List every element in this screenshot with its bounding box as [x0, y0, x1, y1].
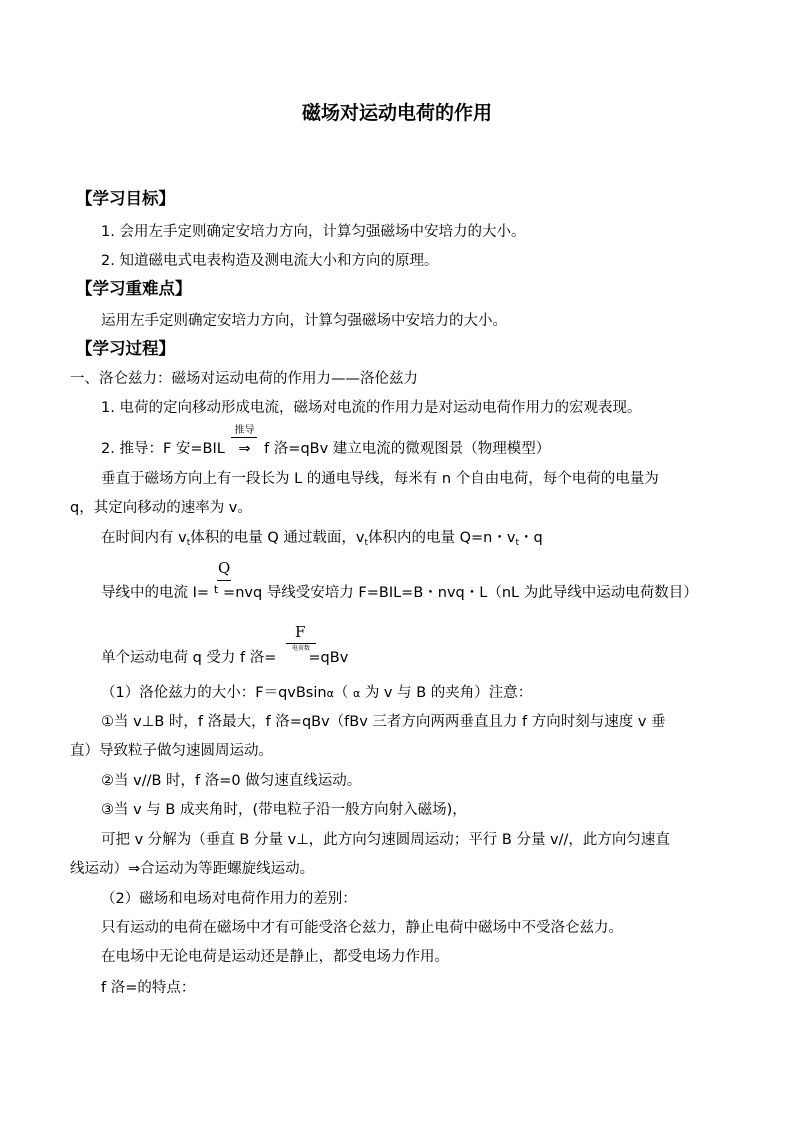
text-segment: ・q [518, 530, 543, 546]
heading-key-points: 【学习重难点】 [76, 279, 192, 298]
derivation-right: f 洛=qBv 建立电流的微观图景（物理模型） [264, 441, 551, 457]
implies-icon: ⇒ [238, 441, 251, 457]
derivation-left: 2. 推导：F 安=BIL [101, 441, 225, 457]
current-fraction-denominator: t [213, 583, 219, 596]
item-1: 1. 电荷的定向移动形成电流，磁场对电流的作用力是对运动电荷作用力的宏观表现。 [101, 400, 642, 416]
subscript: t [515, 538, 519, 548]
case-2: ②当 v//B 时，f 洛=0 做匀速直线运动。 [101, 773, 362, 789]
part1-heading: 一、洛仑兹力：磁场对运动电荷的作用力——洛伦兹力 [70, 371, 418, 387]
case-1-line-2: 直）导致粒子做匀速圆周运动。 [70, 743, 273, 759]
text-segment: 在时间内有 v [101, 530, 187, 546]
subscript: t [364, 538, 368, 548]
page-title: 磁场对运动电荷的作用 [301, 102, 492, 124]
text-segment: （1）洛伦兹力的大小：F＝qvBsin [101, 685, 327, 701]
derive-label: 推导 [234, 425, 255, 436]
derive-bar [231, 437, 257, 438]
single-charge-line [101, 648, 348, 668]
single-right: =qBv [308, 650, 349, 666]
text-segment: （ [333, 685, 353, 701]
item-2-derivation [101, 425, 551, 459]
case-3: ③当 v 与 B 成夹角时，(带电粒子沿一般方向射入磁场)， [101, 802, 467, 818]
alpha-symbol: α [352, 687, 361, 700]
single-fraction-bar [286, 643, 316, 644]
current-left: 导线中的电流 I= [101, 585, 210, 601]
single-fraction-denominator: 电荷数 [291, 645, 310, 652]
text-segment: 体积内的电量 Q=n・v [367, 530, 516, 546]
size-line [101, 683, 532, 704]
decomposition-line-1: 可把 v 分解为（垂直 B 分量 v⊥，此方向匀速圆周运动；平行 B 分量 v//，此方向匀速直 [101, 832, 670, 848]
current-fraction-numerator: Q [218, 559, 231, 577]
decomposition-line-2: 线运动）⇒合运动为等距螺旋线运动。 [70, 861, 315, 877]
current-right: =nvq 导线受安培力 F=BIL=B・nvq・L（nL 为此导线中运动电荷数目） [223, 585, 698, 601]
key-points-text: 运用左手定则确定安培力方向，计算匀强磁场中安培力的大小。 [101, 313, 507, 329]
goal-2: 2. 知道磁电式电表构造及测电流大小和方向的原理。 [101, 253, 439, 269]
current-line [101, 583, 698, 604]
goal-1: 1. 会用左手定则确定安培力方向，计算匀强磁场中安培力的大小。 [101, 224, 526, 240]
text-segment: 体积的电量 Q 通过载面，v [190, 530, 365, 546]
difference-heading: （2）磁场和电场对电荷作用力的差别： [101, 891, 357, 907]
heading-goals: 【学习目标】 [76, 189, 175, 208]
subscript: t [186, 538, 191, 548]
alpha-symbol: α [326, 687, 334, 700]
difference-1: 只有运动的电荷在磁场中才有可能受洛仑兹力，静止电荷中磁场中不受洛仑兹力。 [101, 920, 623, 936]
case-1-line-1: ①当 v⊥B 时，f 洛最大，f 洛=qBv（fBv 三者方向两两垂直且力 f 方向时刻与速度 v 垂 [101, 714, 666, 730]
difference-2: 在电场中无论电荷是运动还是静止，都受电场力作用。 [101, 949, 449, 965]
heading-process: 【学习过程】 [76, 339, 175, 358]
single-left: 单个运动电荷 q 受力 f 洛= [101, 650, 277, 666]
model-line-1: 垂直于磁场方向上有一段长为 L 的通电导线，每米有 n 个自由电荷，每个电荷的电量为 [101, 471, 659, 487]
feature-line: f 洛=的特点： [101, 980, 196, 996]
single-fraction-numerator: F [295, 623, 306, 641]
model-line-2: q，其定向移动的速率为 v。 [70, 500, 252, 516]
derive-arrow [229, 425, 259, 459]
charge-in-time [101, 528, 543, 553]
text-segment: 为 v 与 B 的夹角）注意： [360, 685, 533, 701]
